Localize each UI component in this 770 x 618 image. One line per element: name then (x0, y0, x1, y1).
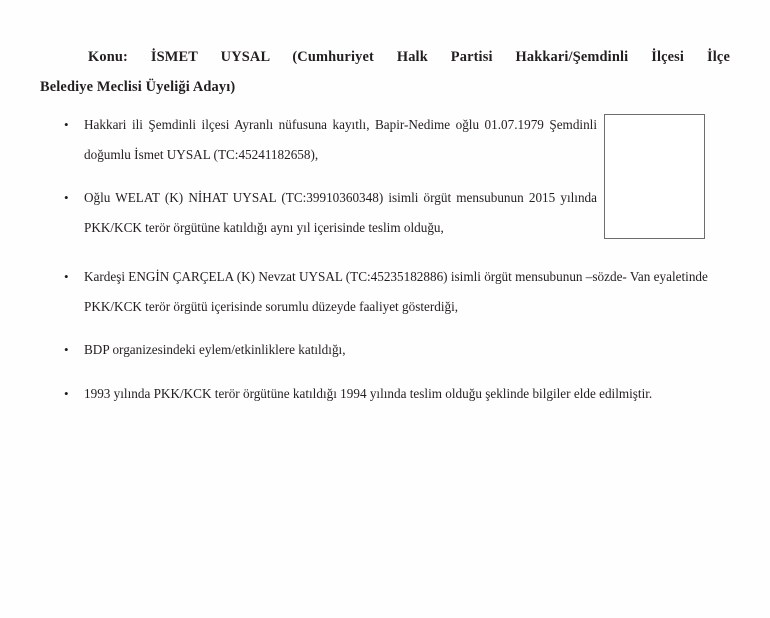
list-item-text: Hakkari ili Şemdinli ilçesi Ayranlı nüfusuna kayıtlı, Bapir-Nedime oğlu 01.07.1979 Şemdinli doğumlu İsmet UYSAL (TC:45241182658), (84, 117, 597, 162)
list-item (0, 110, 597, 169)
bullet-marker-icon: • (64, 117, 69, 132)
list-item (0, 379, 722, 409)
heading-line-1-text: Konu: İSMET UYSAL (Cumhuriyet Halk Partisi Hakkari/Şemdinli İlçesi İlçe (88, 49, 730, 65)
bullet-list (0, 110, 770, 422)
list-item-text: Kardeşi ENGİN ÇARÇELA (K) Nevzat UYSAL (TC:45235182886) isimli örgüt mensubunun –sözde- Van eyaletinde PKK/KCK terör örgütü içerisinde sorumlu düzeyde faaliyet gösterdiği, (84, 269, 708, 314)
list-item-text: 1993 yılında PKK/KCK terör örgütüne katıldığı 1994 yılında teslim olduğu şeklinde bilgiler elde edilmiştir. (84, 385, 653, 401)
heading-line-2: Belediye Meclisi Üyeliği Adayı) (40, 79, 236, 95)
document-heading (40, 42, 730, 102)
bullet-marker-icon: • (64, 190, 69, 205)
list-item (0, 183, 597, 242)
heading-line-1 (40, 42, 730, 72)
bullet-marker-icon: • (64, 342, 69, 357)
list-item-text: Oğlu WELAT (K) NİHAT UYSAL (TC:39910360348) isimli örgüt mensubunun 2015 yılında PKK/KCK terör örgütüne katıldığı aynı yıl içerisinde teslim olduğu, (84, 190, 597, 235)
list-item (0, 335, 722, 365)
list-item (0, 262, 722, 321)
bullet-marker-icon: • (64, 385, 69, 401)
list-item-text: BDP organizesindeki eylem/etkinliklere katıldığı, (84, 342, 346, 357)
bullet-marker-icon: • (64, 269, 69, 284)
